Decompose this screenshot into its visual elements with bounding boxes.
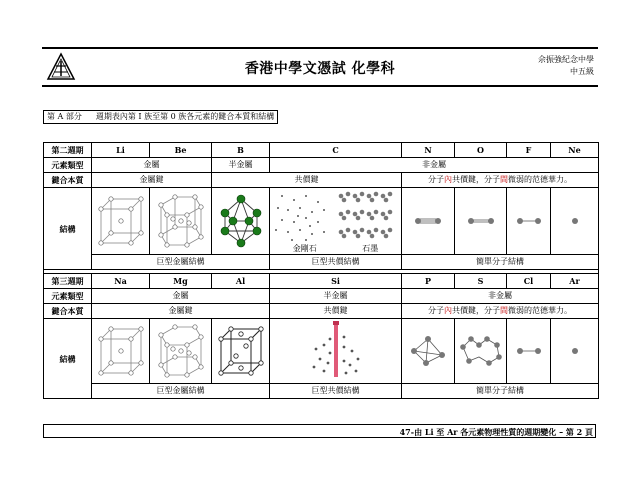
bond-metallic: 金屬鍵 bbox=[92, 173, 212, 188]
element-n: N bbox=[402, 143, 455, 158]
o-structure bbox=[455, 188, 507, 255]
section-text: 週期表內第 I 族至第 0 族各元素的鍵合本質和結構 bbox=[95, 112, 275, 121]
na-structure bbox=[92, 319, 150, 384]
hcp-lattice-icon bbox=[155, 189, 207, 253]
s-structure bbox=[455, 319, 507, 384]
diamond-lattice-icon bbox=[272, 188, 330, 244]
mg-structure bbox=[150, 319, 212, 384]
element-mg: Mg bbox=[150, 274, 212, 289]
be-structure bbox=[150, 188, 212, 255]
bond-molecular: 分子內共價鍵，分子間微弱的范德華力。 bbox=[402, 173, 599, 188]
period3-element-row bbox=[44, 274, 599, 289]
type-semimetal: 半金屬 bbox=[270, 289, 402, 304]
element-si: Si bbox=[270, 274, 402, 289]
f-structure bbox=[507, 188, 551, 255]
giant-covalent-label: 巨型共價結構 bbox=[270, 384, 402, 399]
bond-covalent: 共價鍵 bbox=[212, 173, 402, 188]
period2-structure-row bbox=[44, 188, 599, 255]
bond-covalent: 共價鍵 bbox=[270, 304, 402, 319]
element-li: Li bbox=[92, 143, 150, 158]
type-nonmetal: 非金屬 bbox=[402, 289, 599, 304]
o2-molecule-icon bbox=[461, 211, 501, 231]
header bbox=[42, 47, 598, 87]
icosahedron-icon bbox=[215, 189, 267, 253]
structure-label: 結構 bbox=[44, 188, 92, 270]
silicon-lattice-icon bbox=[286, 319, 386, 383]
element-ne: Ne bbox=[551, 143, 599, 158]
bond-label: 鍵合本質 bbox=[44, 173, 92, 188]
b-structure bbox=[212, 188, 270, 255]
period3-structure-row bbox=[44, 319, 599, 384]
type-metal: 金屬 bbox=[92, 158, 212, 173]
graphite-layers-icon bbox=[335, 188, 399, 244]
bcc-lattice-icon bbox=[95, 321, 147, 381]
school-grade: 中五級 bbox=[570, 67, 594, 76]
simple-molecular-label: 簡單分子結構 bbox=[402, 255, 599, 270]
type-metal: 金屬 bbox=[92, 289, 270, 304]
ar-structure bbox=[551, 319, 599, 384]
li-structure bbox=[92, 188, 150, 255]
section-part: 第 A 部分 bbox=[47, 112, 82, 121]
element-c: C bbox=[270, 143, 402, 158]
diamond-structure bbox=[272, 188, 330, 244]
period2-structure-name-row bbox=[44, 255, 599, 270]
type-semimetal: 半金屬 bbox=[212, 158, 270, 173]
period2-bond-row bbox=[44, 173, 599, 188]
period3-label: 第三週期 bbox=[44, 274, 92, 289]
f2-molecule-icon bbox=[512, 211, 546, 231]
section-heading bbox=[43, 110, 278, 124]
type-label: 元素類型 bbox=[44, 158, 92, 173]
cl2-molecule-icon bbox=[512, 341, 546, 361]
element-ar: Ar bbox=[551, 274, 599, 289]
period3-bond-row bbox=[44, 304, 599, 319]
giant-metallic-label: 巨型金屬結構 bbox=[92, 255, 270, 270]
hcp-lattice-icon bbox=[155, 321, 207, 381]
p4-molecule-icon bbox=[406, 331, 450, 371]
periodic-bonding-table bbox=[43, 142, 599, 399]
bond-metallic: 金屬鍵 bbox=[92, 304, 270, 319]
bcc-lattice-icon bbox=[95, 189, 147, 253]
ne-atom-icon bbox=[565, 211, 585, 231]
al-structure bbox=[212, 319, 270, 384]
fcc-lattice-icon bbox=[215, 321, 267, 381]
element-na: Na bbox=[92, 274, 150, 289]
giant-metallic-label: 巨型金屬結構 bbox=[92, 384, 270, 399]
period2-type-row bbox=[44, 158, 599, 173]
school-info bbox=[538, 54, 594, 78]
n-structure bbox=[402, 188, 455, 255]
graphite-label: 石墨 bbox=[362, 244, 379, 253]
diamond-label: 金剛石 bbox=[292, 244, 317, 253]
element-p: P bbox=[402, 274, 455, 289]
type-nonmetal: 非金屬 bbox=[270, 158, 599, 173]
period2-element-row bbox=[44, 143, 599, 158]
period3-structure-name-row bbox=[44, 384, 599, 399]
c-structure bbox=[270, 188, 402, 255]
type-label: 元素類型 bbox=[44, 289, 92, 304]
element-b: B bbox=[212, 143, 270, 158]
period2-label: 第二週期 bbox=[44, 143, 92, 158]
footer: 47-由 Li 至 Ar 各元素物理性質的週期變化 – 第 2 頁 bbox=[43, 424, 596, 438]
element-o: O bbox=[455, 143, 507, 158]
cl-structure bbox=[507, 319, 551, 384]
s8-molecule-icon bbox=[457, 331, 505, 371]
document-title: 香港中學文憑試 化學科 bbox=[244, 61, 396, 77]
element-f: F bbox=[507, 143, 551, 158]
p-structure bbox=[402, 319, 455, 384]
structure-label: 結構 bbox=[44, 319, 92, 399]
graphite-structure bbox=[335, 188, 399, 244]
bond-molecular: 分子內共價鍵，分子間微弱的范德華力。 bbox=[402, 304, 599, 319]
giant-covalent-label: 巨型共價結構 bbox=[270, 255, 402, 270]
element-be: Be bbox=[150, 143, 212, 158]
simple-molecular-label: 簡單分子結構 bbox=[402, 384, 599, 399]
ne-structure bbox=[551, 188, 599, 255]
element-al: Al bbox=[212, 274, 270, 289]
element-s: S bbox=[455, 274, 507, 289]
school-name: 佘振強紀念中學 bbox=[538, 55, 594, 64]
n2-molecule-icon bbox=[408, 211, 448, 231]
si-structure bbox=[270, 319, 402, 384]
ar-atom-icon bbox=[565, 341, 585, 361]
bond-label: 鍵合本質 bbox=[44, 304, 92, 319]
period3-type-row bbox=[44, 289, 599, 304]
element-cl: Cl bbox=[507, 274, 551, 289]
